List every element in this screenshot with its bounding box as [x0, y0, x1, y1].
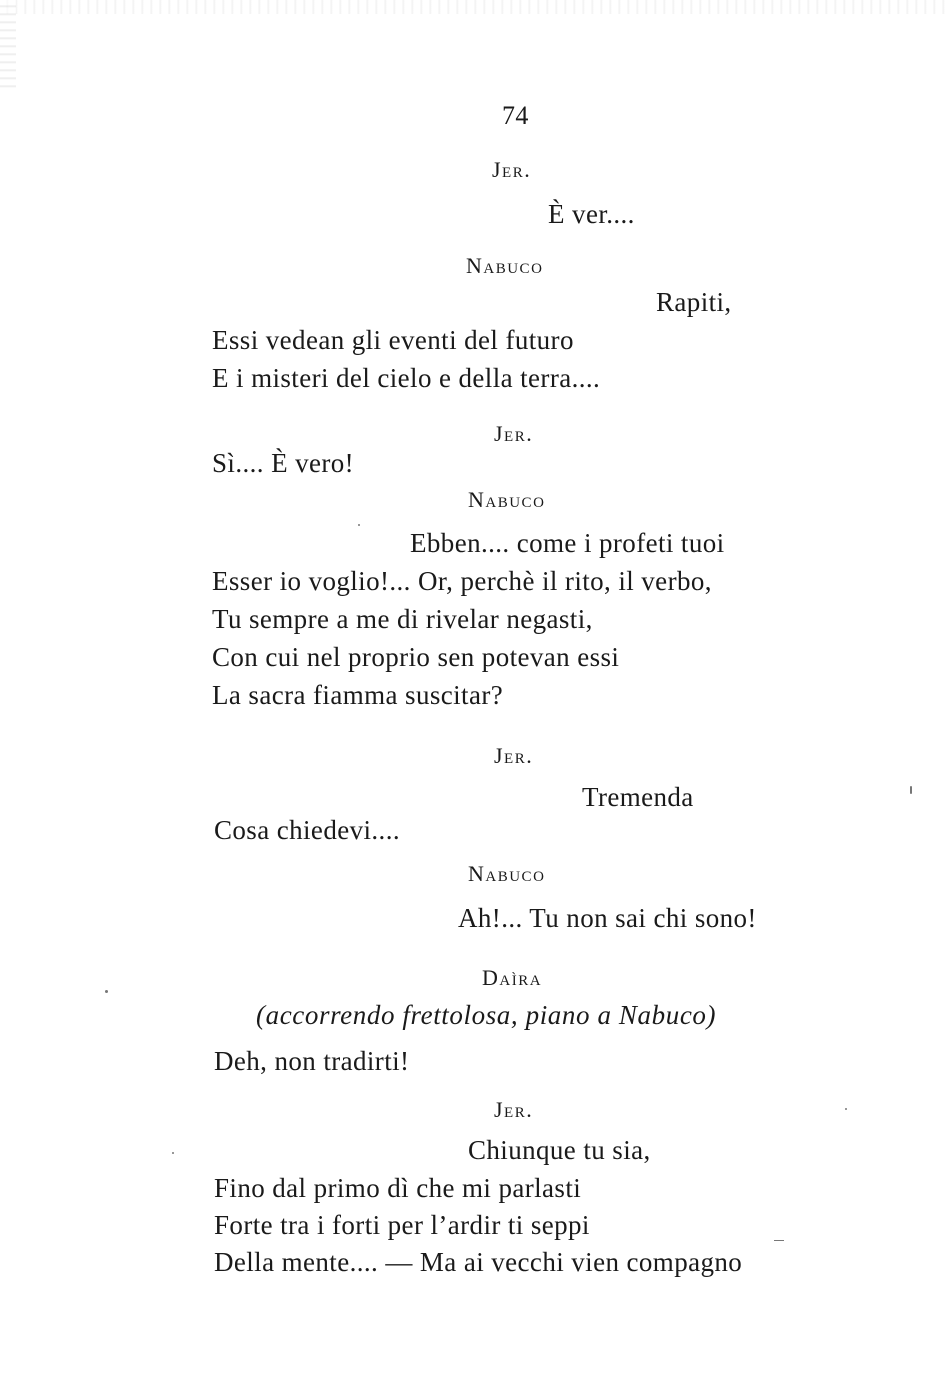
- verse-line: Fino dal primo dì che mi parlasti: [214, 1173, 582, 1203]
- speaker-label: Daìra: [482, 965, 543, 990]
- verse-line: Esser io voglio!... Or, perchè il rito, il verbo,: [212, 566, 712, 596]
- ink-speck: [910, 786, 912, 794]
- page-number: 74: [502, 101, 529, 130]
- speaker-label: Jer.: [492, 157, 532, 182]
- verse-line: La sacra fiamma suscitar?: [212, 680, 504, 710]
- ink-speck: [774, 1240, 784, 1241]
- verse-line: Con cui nel proprio sen potevan essi: [212, 642, 620, 672]
- ink-speck: [172, 1152, 174, 1154]
- scan-corner-noise: [0, 0, 16, 90]
- verse-line: E i misteri del cielo e della terra....: [212, 363, 601, 393]
- verse-line: Chiunque tu sia,: [468, 1135, 651, 1165]
- ink-speck: [845, 1108, 847, 1110]
- speaker-label: Jer.: [494, 1097, 534, 1122]
- speaker-label: Nabuco: [466, 253, 544, 278]
- verse-line: Della mente.... — Ma ai vecchi vien compagno: [214, 1247, 743, 1277]
- verse-line: Rapiti,: [656, 287, 732, 317]
- scan-edge-noise: [0, 0, 950, 14]
- speaker-label: Jer.: [494, 421, 534, 446]
- verse-line: Ah!... Tu non sai chi sono!: [458, 903, 757, 933]
- verse-line: Essi vedean gli eventi del futuro: [212, 325, 574, 355]
- verse-line: Forte tra i forti per l’ardir ti seppi: [214, 1210, 590, 1240]
- verse-line: Deh, non tradirti!: [214, 1046, 410, 1076]
- verse-line: Ebben.... come i profeti tuoi: [410, 528, 725, 558]
- ink-speck: [358, 524, 360, 526]
- ink-speck: [105, 990, 108, 993]
- verse-line: È ver....: [548, 199, 635, 229]
- verse-line: Cosa chiedevi....: [214, 815, 401, 845]
- verse-line: Tu sempre a me di rivelar negasti,: [212, 604, 593, 634]
- speaker-label: Nabuco: [468, 861, 546, 886]
- verse-line: Tremenda: [582, 782, 694, 812]
- stage-direction: (accorrendo frettolosa, piano a Nabuco): [256, 1000, 717, 1030]
- verse-line: Sì.... È vero!: [212, 448, 355, 478]
- speaker-label: Nabuco: [468, 487, 546, 512]
- speaker-label: Jer.: [494, 743, 534, 768]
